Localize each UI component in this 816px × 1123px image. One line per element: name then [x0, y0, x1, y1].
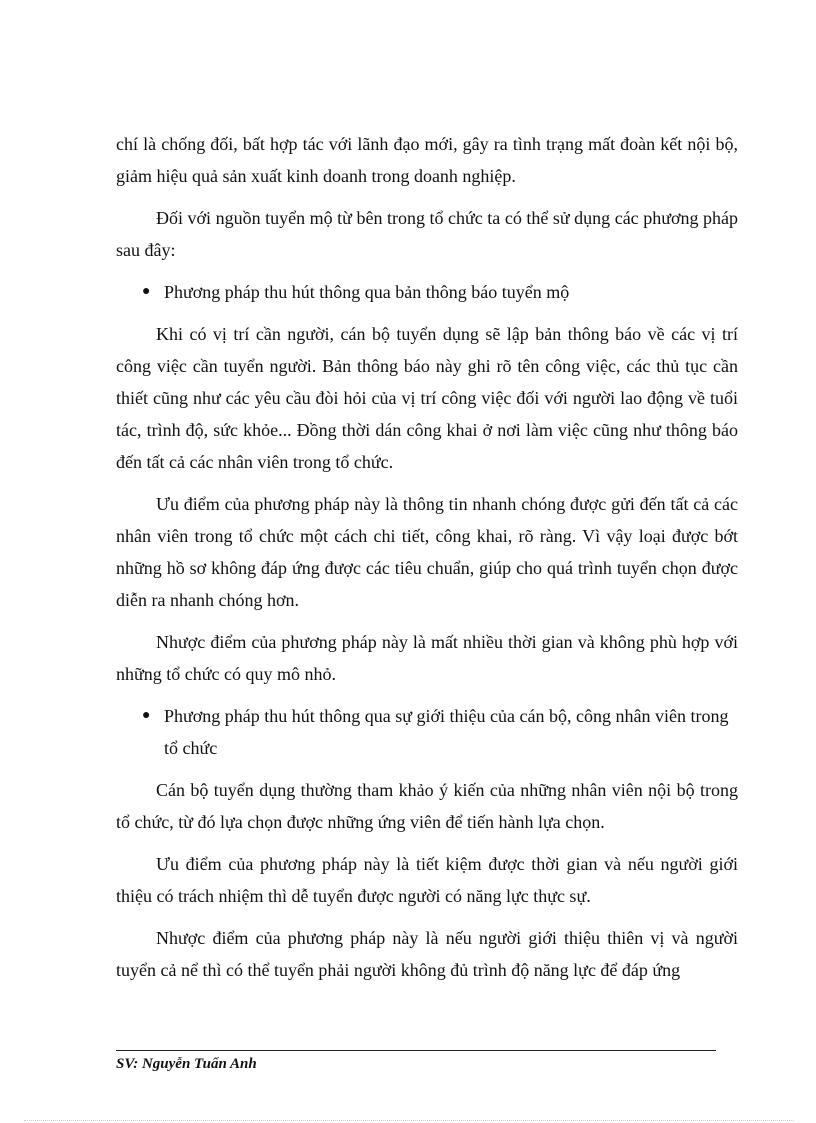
bullet-text: Phương pháp thu hút thông qua sự giới thiệu của cán bộ, công nhân viên trong tổ chức — [164, 706, 729, 758]
paragraph-referral-description: Cán bộ tuyển dụng thường tham khảo ý kiến của những nhân viên nội bộ trong tổ chức, từ đó lựa chọn được những ứng viên để tiến hành lựa chọn. — [116, 780, 738, 832]
page-bottom-edge — [24, 1120, 794, 1121]
bullet-text: Phương pháp thu hút thông qua bản thông báo tuyển mộ — [164, 282, 570, 302]
paragraph-continuation: chí là chống đối, bất hợp tác với lãnh đạo mới, gây ra tình trạng mất đoàn kết nội bộ, giảm hiệu quả sản xuất kinh doanh trong doanh nghiệp. — [116, 134, 738, 186]
footer-author: SV: Nguyễn Tuấn Anh — [116, 1056, 257, 1072]
bullet-icon: ● — [142, 284, 151, 299]
paragraph-announcement-advantages: Ưu điểm của phương pháp này là thông tin nhanh chóng được gửi đến tất cả các nhân viên trong tổ chức một cách chi tiết, công khai, rõ ràng. Vì vậy loại được bớt những hồ sơ không đáp ứng được các tiêu chuẩn, giúp cho quá trình tuyển chọn được diễn ra nhanh chóng hơn. — [116, 494, 738, 610]
document-body — [116, 128, 738, 996]
bullet-item-announcement-method — [116, 276, 738, 308]
paragraph-referral-disadvantages: Nhược điểm của phương pháp này là nếu người giới thiệu thiên vị và người tuyển cả nể thì có thể tuyển phải người không đủ trình độ năng lực để đáp ứng — [116, 928, 738, 980]
paragraph-referral-advantages: Ưu điểm của phương pháp này là tiết kiệm được thời gian và nếu người giới thiệu có trách nhiệm thì dễ tuyển được người có năng lực thực sự. — [116, 854, 738, 906]
bullet-item-referral-method — [116, 700, 738, 764]
footer-divider — [116, 1050, 716, 1051]
bullet-icon: ● — [142, 708, 151, 723]
paragraph-announcement-disadvantages: Nhược điểm của phương pháp này là mất nhiều thời gian và không phù hợp với những tổ chức có quy mô nhỏ. — [116, 632, 738, 684]
paragraph-internal-sources: Đối với nguồn tuyển mộ từ bên trong tổ chức ta có thể sử dụng các phương pháp sau đây: — [116, 208, 738, 260]
paragraph-announcement-description: Khi có vị trí cần người, cán bộ tuyển dụng sẽ lập bản thông báo về các vị trí công việc cần tuyển người. Bản thông báo này ghi rõ tên công việc, các thủ tục cần thiết cũng như các yêu cầu đòi hỏi của vị trí công việc đối với người lao động về tuổi tác, trình độ, sức khỏe... Đồng thời dán công khai ở nơi làm việc cũng như thông báo đến tất cả các nhân viên trong tổ chức. — [116, 324, 738, 472]
